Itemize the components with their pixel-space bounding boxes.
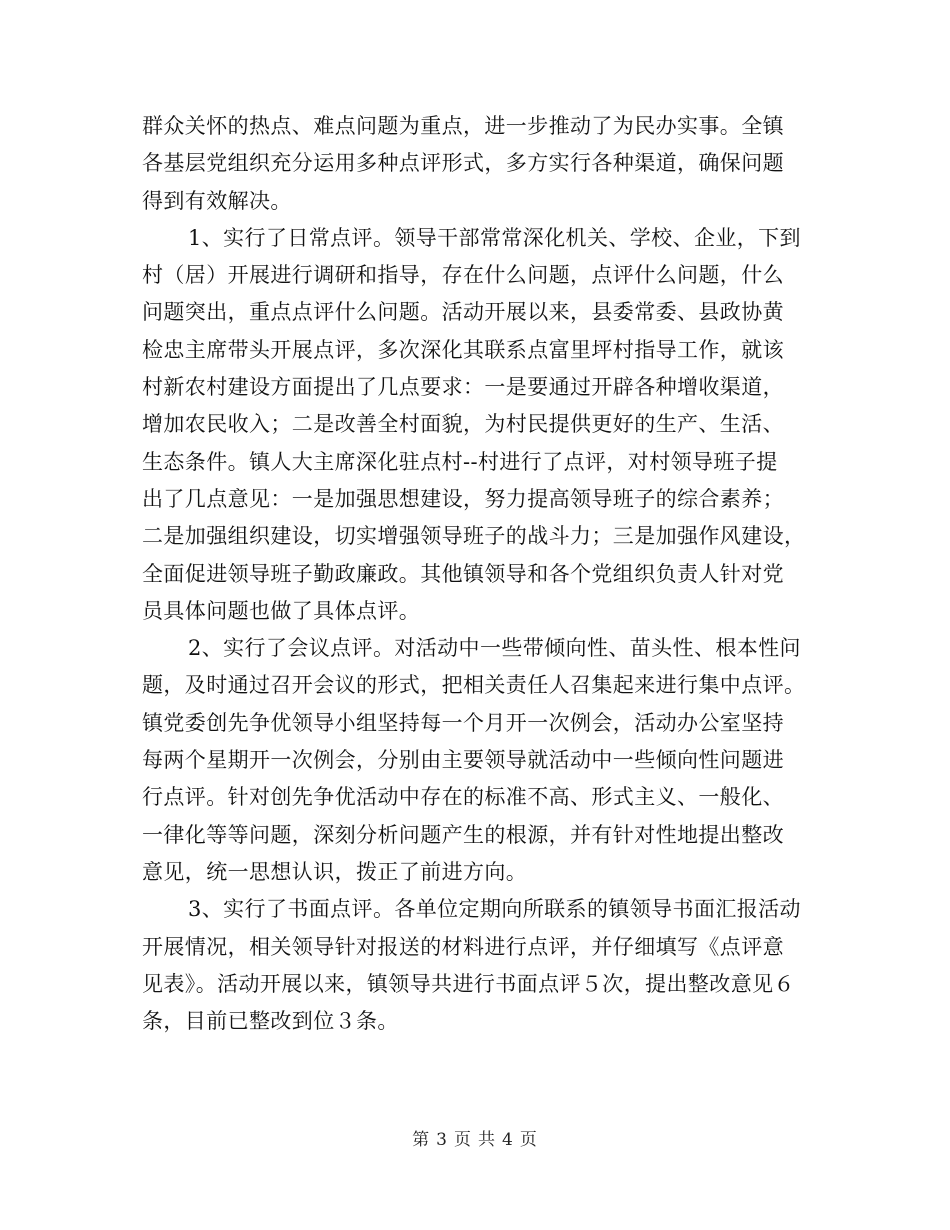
text-line: 村（居）开展进行调研和指导，存在什么问题，点评什么问题，什么 [142, 263, 784, 288]
text-line: 生态条件。镇人大主席深化驻点村--村进行了点评，对村领导班子提 [142, 449, 778, 474]
text-line: 镇党委创先争优领导小组坚持每一个月开一次例会，活动办公室坚持 [142, 710, 784, 735]
footer-total-pages: 4 [502, 1130, 514, 1150]
text-line: 村新农村建设方面提出了几点要求：一是要通过开辟各种增收渠道， [142, 375, 784, 400]
footer-gong: 共 [478, 1130, 496, 1150]
body-text [142, 108, 814, 1040]
paragraph-1-start: 1、实行了日常点评。领导干部常常深化机关、学校、企业，下到 [188, 225, 801, 250]
text-line: 开展情况，相关领导针对报送的材料进行点评，并仔细填写《点评意 [142, 934, 784, 959]
text-line: 行点评。针对创先争优活动中存在的标准不高、形式主义、一般化、 [142, 785, 784, 810]
text-line: 条，目前已整改到位３条。 [142, 1009, 399, 1034]
text-line: 意见，统一思想认识，拨正了前进方向。 [142, 859, 528, 884]
text-line: 群众关怀的热点、难点问题为重点，进一步推动了为民办实事。全镇 [142, 114, 784, 138]
paragraph-3-start: 3、实行了书面点评。各单位定期向所联系的镇领导书面汇报活动 [188, 897, 801, 922]
footer-di: 第 [412, 1130, 431, 1150]
text-line: 一律化等等问题，深刻分析问题产生的根源，并有针对性地提出整改 [142, 822, 784, 847]
page-footer [0, 1125, 950, 1150]
paragraph-2-start: 2、实行了会议点评。对活动中一些带倾向性、苗头性、根本性问 [188, 636, 801, 661]
footer-ye-end: 页 [519, 1130, 538, 1150]
text-line: 得到有效解决。 [142, 188, 292, 213]
text-line: 检忠主席带头开展点评，多次深化其联系点富里坪村指导工作，就该 [142, 337, 784, 362]
text-line: 二是加强组织建设，切实增强领导班子的战斗力；三是加强作风建设， [142, 524, 806, 549]
text-line: 员具体问题也做了具体点评。 [142, 598, 421, 623]
text-line: 问题突出，重点点评什么问题。活动开展以来，县委常委、县政协黄 [142, 300, 784, 325]
text-line: 见表》。活动开展以来，镇领导共进行书面点评５次，提出整改意见６ [142, 971, 795, 996]
text-line: 各基层党组织充分运用多种点评形式，多方实行各种渠道，确保问题 [142, 151, 784, 176]
footer-ye: 页 [454, 1130, 472, 1150]
footer-current-page: 3 [436, 1130, 448, 1150]
text-line: 每两个星期开一次例会，分别由主要领导就活动中一些倾向性问题进 [142, 748, 784, 773]
text-line: 全面促进领导班子勤政廉政。其他镇领导和各个党组织负责人针对党 [142, 561, 784, 586]
text-line: 题，及时通过召开会议的形式，把相关责任人召集起来进行集中点评。 [142, 673, 806, 698]
text-line: 出了几点意见：一是加强思想建设，努力提高领导班子的综合素养； [142, 486, 784, 511]
text-line: 增加农民收入；二是改善全村面貌，为村民提供更好的生产、生活、 [142, 412, 784, 437]
